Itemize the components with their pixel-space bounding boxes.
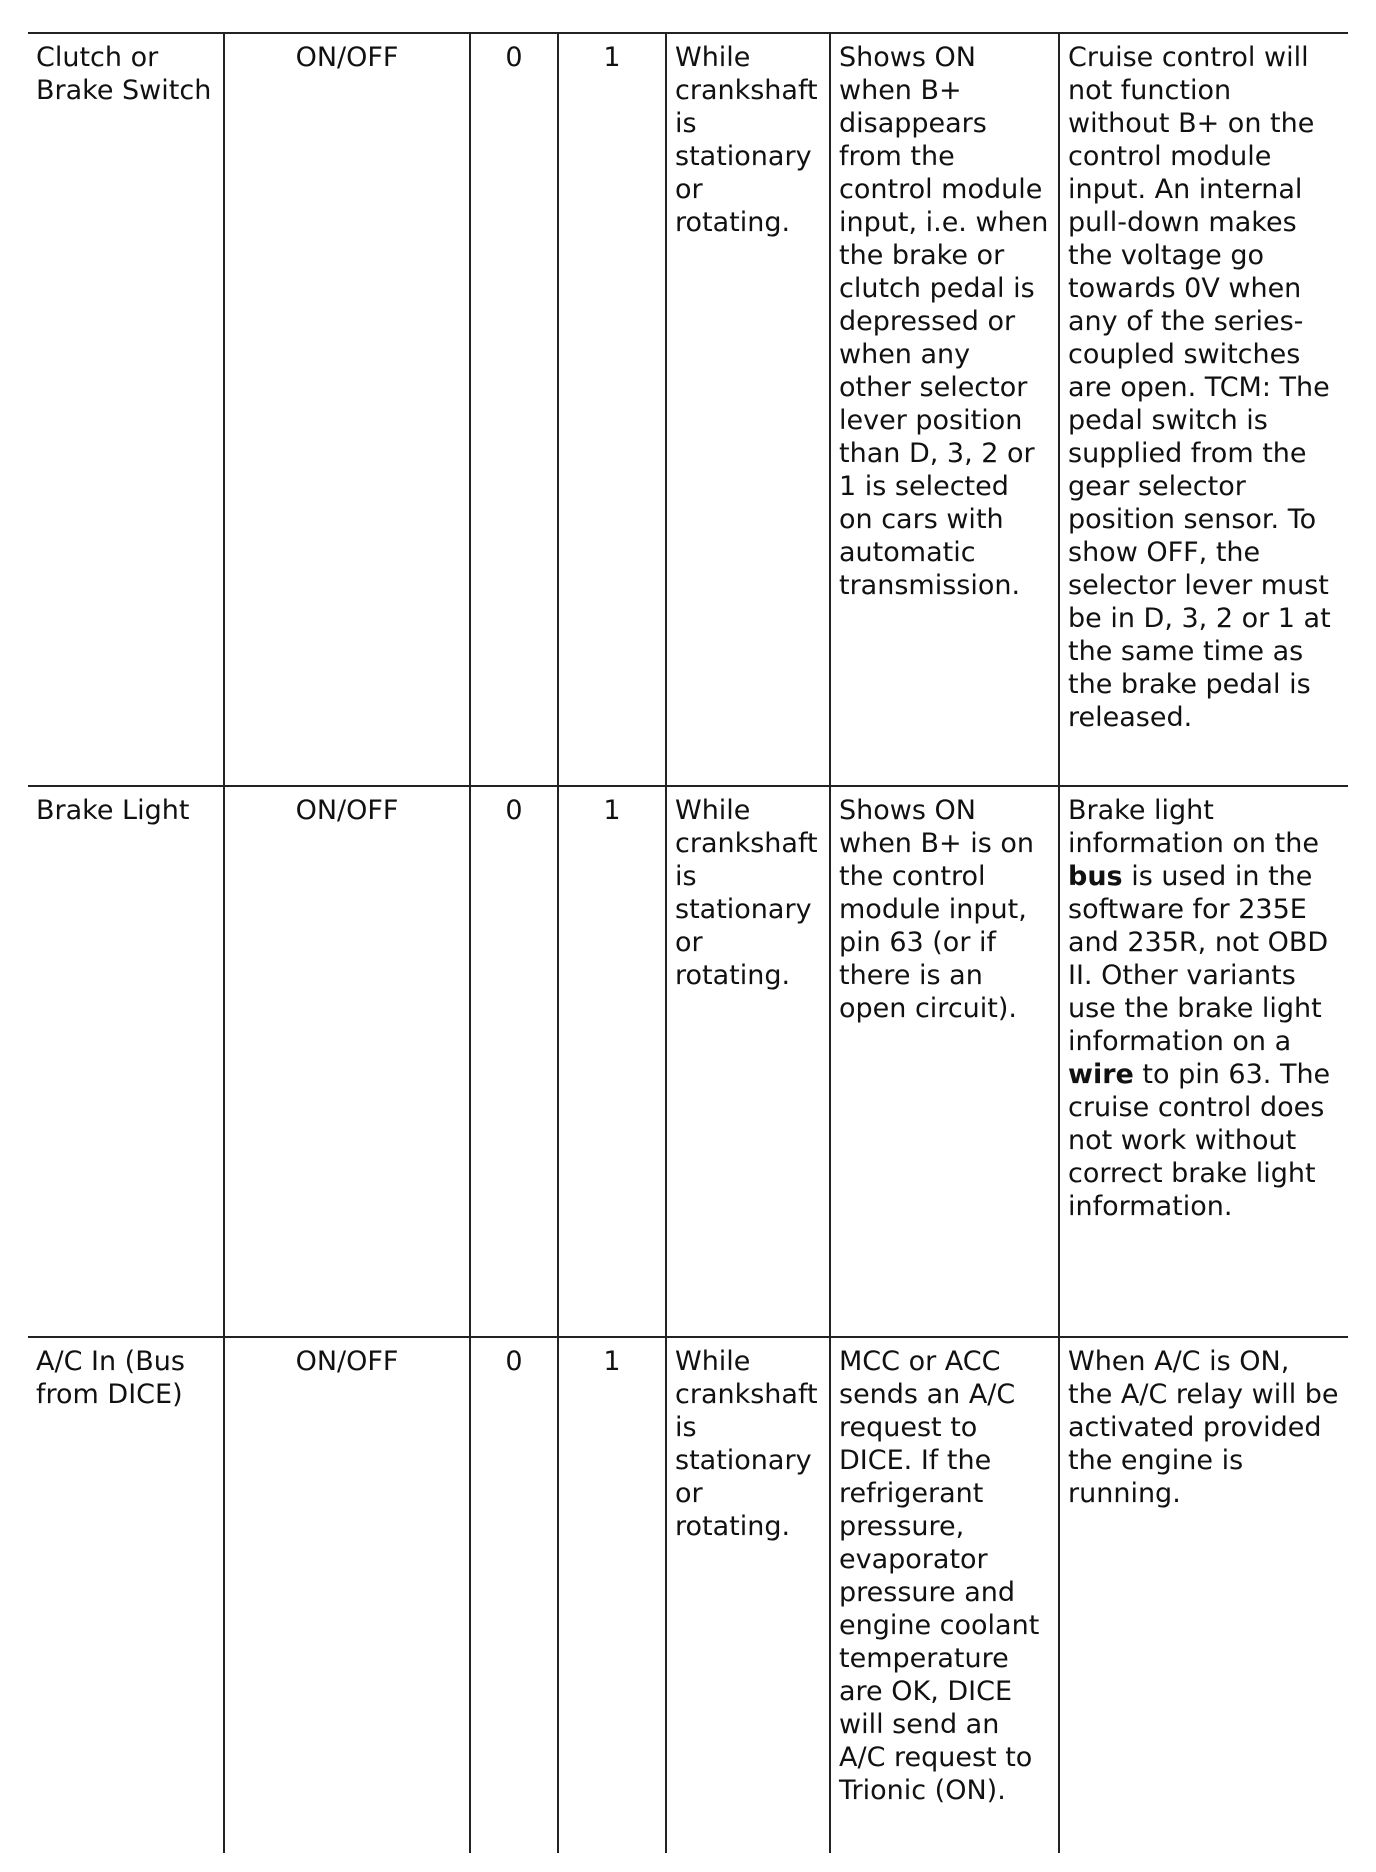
max-value: 1 — [558, 33, 666, 786]
condition-cell: While crankshaft is stationary or rotating. — [666, 786, 830, 1337]
unit-cell: ON/OFF — [224, 1337, 470, 1853]
min-value: 0 — [470, 786, 558, 1337]
unit-cell: ON/OFF — [224, 786, 470, 1337]
max-value: 1 — [558, 786, 666, 1337]
table-row — [28, 33, 1348, 786]
comment-text: Brake light information on the — [1068, 795, 1319, 859]
comment-bold-text: wire — [1068, 1059, 1134, 1090]
parameter-name: A/C In (Bus from DICE) — [28, 1337, 224, 1853]
parameter-name: Brake Light — [28, 786, 224, 1337]
parameter-name: Clutch or Brake Switch — [28, 33, 224, 786]
comment-cell: Cruise control will not function without B+ on the control module input. An internal pull-down makes the voltage go towards 0V when any of the series-coupled switches are open. TCM: The pedal switch is supplied from the gear selector position sensor. To show OFF, the selector lever must be in D, 3, 2 or 1 at the same time as the brake pedal is released. — [1059, 33, 1348, 786]
table-row — [28, 786, 1348, 1337]
value-description: MCC or ACC sends an A/C request to DICE. If the refrigerant pressure, evaporator pressure and engine coolant temperature are OK, DICE will send an A/C request to Trionic (ON). — [830, 1337, 1059, 1853]
table-row — [28, 1337, 1348, 1853]
parameter-table — [28, 32, 1348, 1853]
condition-cell: While crankshaft is stationary or rotating. — [666, 33, 830, 786]
value-description: Shows ON when B+ disappears from the control module input, i.e. when the brake or clutch pedal is depressed or when any other selector lever position than D, 3, 2 or 1 is selected on cars with automatic transmission. — [830, 33, 1059, 786]
unit-cell: ON/OFF — [224, 33, 470, 786]
max-value: 1 — [558, 1337, 666, 1853]
min-value: 0 — [470, 1337, 558, 1853]
condition-cell: While crankshaft is stationary or rotating. — [666, 1337, 830, 1853]
min-value: 0 — [470, 33, 558, 786]
comment-text: is used in the software for 235E and 235R, not OBD II. Other variants use the brake light information on a — [1068, 861, 1329, 1057]
comment-bold-text: bus — [1068, 861, 1123, 892]
comment-cell — [1059, 786, 1348, 1337]
comment-cell: When A/C is ON, the A/C relay will be activated provided the engine is running. — [1059, 1337, 1348, 1853]
comment-text: to pin 63. The cruise control does not work without correct brake light information. — [1068, 1059, 1331, 1222]
value-description: Shows ON when B+ is on the control module input, pin 63 (or if there is an open circuit). — [830, 786, 1059, 1337]
